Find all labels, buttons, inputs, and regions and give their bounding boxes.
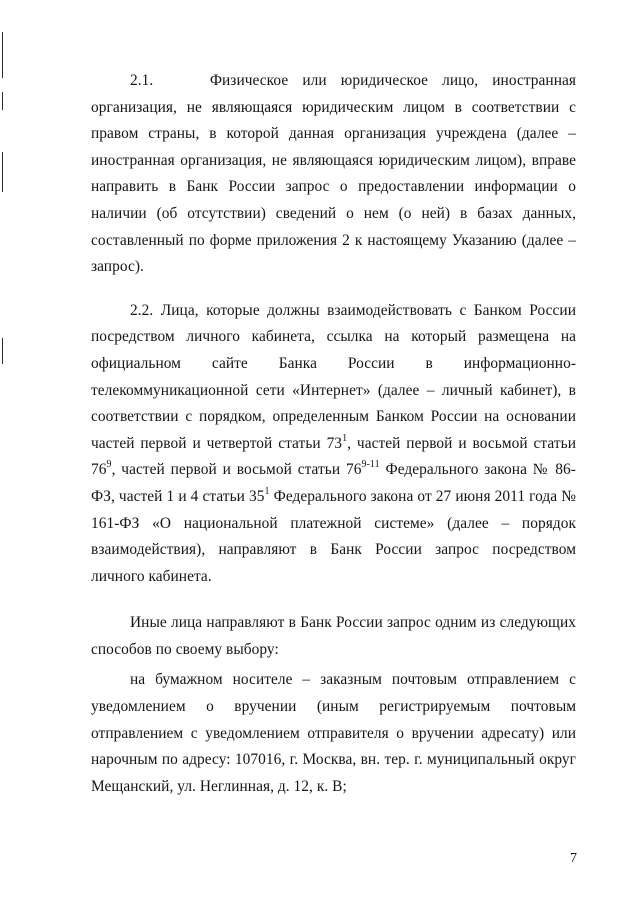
document-body [91, 68, 576, 817]
paragraph-2-1: 2.1. Физическое или юридическое лицо, иностранная организация, не являющаяся юридическим лицом в соответствии с правом страны, в которой данная организация учреждена (далее – иностранная организация, не являющаяся юридическим лицом), вправе направить в Банк России запрос о предоставлении информации о наличии (об отсутствии) сведений о нем (о ней) в базах данных, составленный по форме приложения 2 к настоящему Указанию (далее – запрос). [91, 72, 576, 276]
paragraph-other-persons: Иные лица направляют в Банк России запрос одним из следующих способов по своему выбору: [91, 614, 576, 658]
paragraph-paper-carrier: на бумажном носителе – заказным почтовым отправлением с уведомлением о вручении (иным регистрируемым почтовым отправлением с уведомлением отправителя о вручении адресату) или нарочным по адресу: 107016, г. Москва, вн. тер. г. муниципальный округ Мещанский, ул. Неглинная, д. 12, к. В; [91, 671, 576, 795]
superscript-4: 1 [264, 485, 270, 497]
paragraph-2-2-text-3: , частей первой и восьмой статьи 76 [111, 461, 362, 479]
paragraph-2-2-text-2: , частей первой и восьмой статьи 76 [91, 434, 576, 479]
paragraph-2-2 [91, 298, 576, 591]
superscript-3: 9-11 [361, 459, 380, 471]
scan-edge-mark [2, 338, 3, 364]
scan-edge-mark [2, 92, 3, 110]
scan-edge-mark [2, 32, 3, 78]
scan-edge-mark [2, 152, 3, 192]
paragraph-2-2-text-4: Федерального закона № 86-ФЗ, частей 1 и 4 статьи 35 [91, 461, 576, 505]
page-number: 7 [570, 851, 577, 866]
paragraph-2-2-text-5: Федерального закона от 27 июня 2011 года № 161-ФЗ «О национальной платежной системе» (далее – порядок взаимодействия), направляют в Банк России запрос посредством личного кабинета. [91, 487, 576, 585]
superscript-1: 1 [342, 432, 348, 444]
superscript-2: 9 [106, 459, 112, 471]
paragraph-2-2-text-1: 2.2. Лица, которые должны взаимодействовать с Банком России посредством личного кабинета, ссылка на который размещена на официальном сайте Банка России в информационно-телекоммуникационной сети «Интернет» (далее – личный кабинет), в соответствии с порядком, определенным Банком России на основании частей первой и четвертой статьи 73 [91, 301, 576, 452]
